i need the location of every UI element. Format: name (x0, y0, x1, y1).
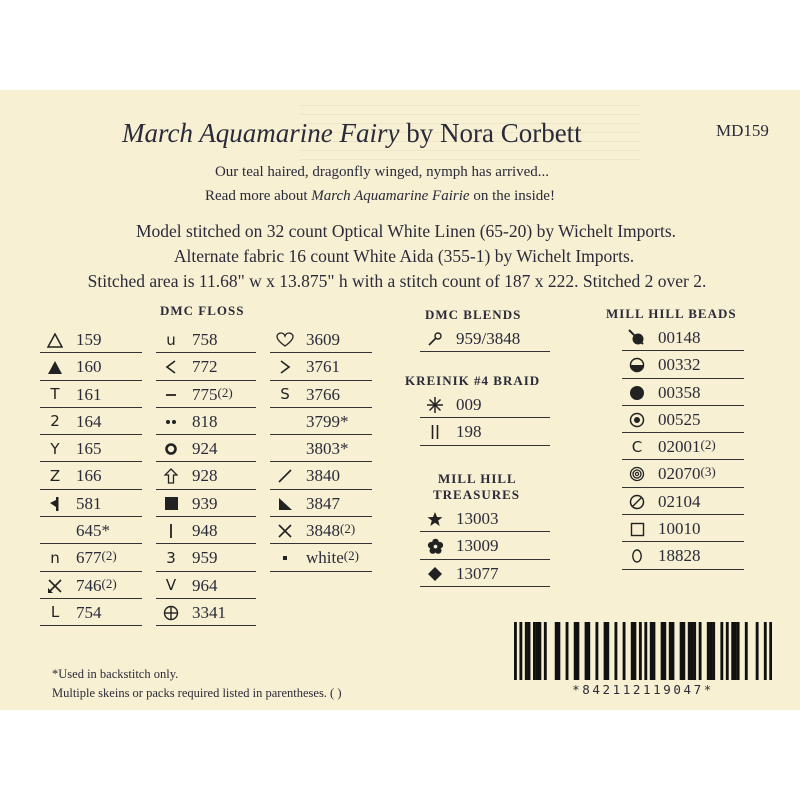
legend-value (192, 548, 218, 568)
diamond-filled-icon (424, 564, 446, 584)
legend-number: 3609 (306, 330, 340, 349)
barcode-bar (536, 622, 539, 680)
legend-row (270, 517, 372, 544)
legend-value (192, 330, 218, 350)
legend-value (306, 439, 349, 459)
legend-number: 746 (76, 575, 102, 595)
legend-row (420, 325, 550, 352)
legend-number: 772 (192, 357, 218, 377)
bullseye-icon (626, 410, 648, 430)
legend-number: 818 (192, 411, 218, 431)
legend-number: 581 (76, 493, 102, 513)
dmc-floss-heading: DMC FLOSS (160, 303, 245, 318)
asterisk-icon (424, 395, 446, 415)
legend-row (40, 544, 142, 571)
barcode-bar (682, 622, 685, 680)
legend-value (658, 492, 701, 512)
legend-value (76, 412, 102, 432)
intro-line-2-pre: Read more about (205, 188, 312, 204)
legend-row (156, 544, 256, 571)
legend-quantity: (3) (700, 464, 716, 480)
spec-line-1: Model stitched on 32 count Optical White Linen (65-20) by Wichelt Imports. (135, 221, 677, 241)
legend-value (306, 385, 340, 405)
legend-value (192, 603, 226, 623)
barcode-bar (528, 622, 531, 680)
barcode-bar (672, 622, 675, 680)
square-outline-icon (626, 519, 648, 539)
legend-value (658, 383, 701, 403)
barcode-bar (639, 622, 642, 680)
legend-number: 3799* (306, 411, 349, 431)
legend-number: 165 (76, 439, 102, 459)
barcode-bar (538, 622, 541, 680)
barcode-bar (707, 622, 710, 680)
legend-number: 3766 (306, 384, 340, 404)
s-glyph-icon: S (280, 385, 290, 404)
legend-value (306, 548, 359, 568)
legend-row (622, 324, 744, 351)
c-glyph-icon: C (631, 437, 643, 456)
bead-slash-icon (626, 328, 648, 348)
legend-value (192, 466, 218, 486)
legend-row (622, 515, 744, 542)
legend-quantity: (2) (343, 548, 359, 564)
barcode-bar (623, 622, 626, 680)
legend-row (270, 435, 372, 462)
treasures-list (420, 505, 550, 587)
footnote-backstitch: *Used in backstitch only. (52, 667, 179, 681)
legend-quantity: (2) (101, 548, 117, 564)
barcode-bar (544, 622, 547, 680)
barcode-bar (595, 622, 598, 680)
legend-value (456, 564, 499, 584)
intro-line-2 (0, 188, 780, 205)
t-glyph-icon: T (50, 385, 60, 404)
legend-number: 009 (456, 395, 482, 414)
legend-number: 3341 (192, 602, 226, 622)
vertical-bar-icon (160, 521, 182, 541)
legend-row (420, 560, 550, 587)
legend-row (622, 406, 744, 433)
legend-number: 198 (456, 422, 482, 442)
ring-icon (160, 439, 182, 459)
n-glyph-icon: n (50, 548, 60, 567)
double-bar-icon (424, 422, 446, 442)
pattern-title (122, 118, 582, 149)
legend-value (456, 329, 520, 349)
legend-row (156, 408, 256, 435)
legend-row (156, 599, 256, 626)
legend-number: 964 (192, 575, 218, 595)
legend-number: 13009 (456, 536, 499, 556)
barcode-digits: *842112119047* (572, 682, 714, 697)
legend-row (40, 435, 142, 462)
legend-row (156, 490, 256, 517)
legend-number: 924 (192, 439, 218, 459)
legend-number: 164 (76, 411, 102, 431)
circle-plus-icon (160, 603, 182, 623)
barcode-bar (587, 622, 590, 680)
legend-number: 00332 (658, 355, 701, 375)
barcode-bar (644, 622, 647, 680)
legend-number: 959/3848 (456, 329, 521, 348)
legend-row (40, 572, 142, 599)
legend-row (156, 572, 256, 599)
legend-row (40, 353, 142, 380)
legend-number: 959 (192, 548, 218, 568)
legend-quantity: (2) (700, 437, 716, 453)
legend-number: 00525 (658, 409, 701, 429)
x-glyph-icon (274, 521, 296, 541)
barcode-bar (688, 622, 691, 680)
barcode-bar (661, 622, 664, 680)
legend-row (420, 418, 550, 445)
barcode (514, 622, 772, 680)
legend-value (306, 412, 349, 432)
legend-number: 775 (192, 384, 218, 404)
2-glyph-icon: 2 (50, 412, 60, 431)
treasures-heading-line-2: TREASURES (433, 487, 521, 502)
legend-row (622, 351, 744, 378)
spec-line-3: Stitched area is 11.68" w x 13.875" h with a stitch count of 187 x 222. Stitched 2 over 2. (87, 271, 707, 291)
legend-value (192, 521, 218, 541)
legend-value (456, 395, 482, 415)
legend-value (76, 521, 110, 541)
legend-value (76, 494, 102, 514)
half-flag-icon (44, 494, 66, 514)
legend-value (76, 548, 117, 568)
footnote-parentheses: Multiple skeins or packs required listed in parentheses. ( ) (52, 686, 342, 700)
legend-number: 00148 (658, 328, 701, 347)
legend-row (622, 460, 744, 487)
barcode-bar (650, 622, 653, 680)
legend-number: 3803* (306, 439, 349, 459)
legend-number: 10010 (658, 519, 701, 539)
legend-row (40, 408, 142, 435)
half-circle-icon (626, 355, 648, 375)
legend-row (40, 517, 142, 544)
3-glyph-icon: 3 (166, 548, 176, 567)
legend-value (456, 509, 499, 529)
angle-left-icon (160, 357, 182, 377)
legend-row (156, 435, 256, 462)
intro-line-2-italic: March Aquamarine Fairie (311, 188, 470, 204)
dmc-floss-column-2 (156, 326, 256, 626)
legend-value (76, 576, 117, 596)
up-arrow-outline-icon (160, 466, 182, 486)
barcode-bar (631, 622, 634, 680)
legend-number: 02070 (658, 464, 701, 484)
y-glyph-icon: Y (50, 439, 60, 458)
legend-value (658, 464, 716, 484)
barcode-bar (734, 622, 737, 680)
legend-value (192, 439, 218, 459)
barcode-bar (663, 622, 666, 680)
legend-value (306, 521, 355, 541)
title-author: by Nora Corbett (399, 118, 582, 148)
o-glyph-icon (626, 546, 648, 566)
legend-number: 13077 (456, 563, 499, 583)
legend-row (270, 408, 372, 435)
barcode-bar (585, 622, 588, 680)
circle-filled-icon (626, 383, 648, 403)
legend-value (658, 546, 701, 566)
legend-row (40, 381, 142, 408)
concentric-circles-icon (626, 464, 648, 484)
legend-row (40, 599, 142, 626)
barcode-bar (680, 622, 683, 680)
legend-quantity: (2) (101, 575, 117, 591)
barcode-bar (745, 622, 748, 680)
barcode-bar (525, 622, 528, 680)
legend-row (156, 353, 256, 380)
legend-row (622, 379, 744, 406)
barcode-bar (557, 622, 560, 680)
barcode-bar (669, 622, 672, 680)
legend-quantity: (2) (340, 521, 356, 537)
v-glyph-icon: V (165, 576, 177, 595)
z-glyph-icon: Z (49, 466, 61, 485)
legend-number: white (306, 548, 344, 568)
legend-value (658, 519, 701, 539)
legend-row (420, 532, 550, 559)
dash-icon (160, 385, 182, 405)
barcode-bar (566, 622, 569, 680)
barcode-bar (514, 622, 517, 680)
legend-value (192, 357, 218, 377)
angle-right-icon (274, 357, 296, 377)
legend-row (420, 391, 550, 418)
legend-value (306, 357, 340, 377)
barcode-bar (653, 622, 656, 680)
kreinik-heading: KREINIK #4 BRAID (405, 373, 541, 388)
legend-value (658, 355, 701, 375)
double-dot-icon (160, 412, 182, 432)
barcode-bar (720, 622, 723, 680)
legend-value (658, 437, 716, 457)
legend-number: 754 (76, 602, 102, 622)
legend-row (40, 326, 142, 353)
flower-icon (424, 536, 446, 556)
legend-value (658, 410, 701, 430)
legend-value (306, 330, 340, 350)
barcode-bar (756, 622, 759, 680)
legend-row (270, 490, 372, 517)
cross-arrow-icon (44, 576, 66, 596)
barcode-bar (555, 622, 558, 680)
legend-row (270, 381, 372, 408)
spec-line-2: Alternate fabric 16 count White Aida (355-1) by Wichelt Imports. (173, 246, 635, 266)
square-filled-icon (160, 494, 182, 514)
barcode-bar (576, 622, 579, 680)
barcode-bar (737, 622, 740, 680)
barcode-bar (710, 622, 713, 680)
legend-row (622, 433, 744, 460)
legend-number: 13003 (456, 509, 499, 528)
barcode-bar (633, 622, 636, 680)
small-dot-icon (274, 548, 296, 568)
legend-number: 948 (192, 521, 218, 541)
legend-row (270, 353, 372, 380)
dmc-floss-column-1 (40, 326, 142, 626)
barcode-bar (574, 622, 577, 680)
legend-number: 161 (76, 384, 102, 404)
legend-value (456, 422, 482, 442)
barcode-bar (731, 622, 734, 680)
legend-value (76, 357, 102, 377)
legend-number: 3848 (306, 521, 340, 541)
legend-number: 18828 (658, 546, 701, 566)
barcode-bar (604, 622, 607, 680)
legend-number: 677 (76, 548, 102, 568)
title-italic: March Aquamarine Fairy (122, 118, 400, 148)
intro-line-1: Our teal haired, dragonfly winged, nymph has arrived... (214, 164, 550, 180)
barcode-bar (533, 622, 536, 680)
legend-value (76, 385, 102, 405)
legend-number: 645* (76, 521, 110, 541)
dmc-blends-list (420, 325, 550, 352)
slash-icon (274, 466, 296, 486)
legend-value (76, 439, 102, 459)
legend-number: 00358 (658, 382, 701, 402)
legend-number: 160 (76, 357, 102, 377)
dmc-blends-heading: DMC BLENDS (425, 307, 522, 322)
legend-row (420, 505, 550, 532)
triangle-filled-icon (44, 357, 66, 377)
barcode-bar (764, 622, 767, 680)
barcode-bar (769, 622, 772, 680)
corner-triangle-icon (274, 494, 296, 514)
beads-list (622, 324, 744, 570)
barcode-bar (614, 622, 617, 680)
legend-value (76, 330, 102, 350)
legend-value (76, 603, 102, 623)
star-filled-icon (424, 509, 446, 529)
legend-number: 928 (192, 466, 218, 486)
legend-value (306, 494, 340, 514)
barcode-bar (606, 622, 609, 680)
treasures-heading-line-1: MILL HILL (438, 471, 517, 486)
barcode-bar (693, 622, 696, 680)
legend-number: 159 (76, 330, 102, 349)
legend-number: 02001 (658, 437, 701, 457)
legend-quantity: (2) (217, 384, 233, 400)
legend-value (456, 536, 499, 556)
legend-number: 939 (192, 493, 218, 513)
intro-line-2-post: on the inside! (469, 188, 555, 204)
dmc-floss-column-3 (270, 326, 372, 572)
legend-row (270, 462, 372, 489)
legend-row (622, 488, 744, 515)
barcode-bar (712, 622, 715, 680)
u-glyph-icon: u (166, 330, 176, 349)
triangle-outline-icon (44, 330, 66, 350)
legend-row (156, 517, 256, 544)
legend-number: 3761 (306, 357, 340, 377)
legend-row (40, 462, 142, 489)
needle-icon (424, 329, 446, 349)
legend-value (192, 494, 218, 514)
legend-row (40, 490, 142, 517)
legend-number: 02104 (658, 491, 701, 511)
barcode-bar (726, 622, 729, 680)
legend-number: 3840 (306, 466, 340, 486)
legend-row (156, 462, 256, 489)
heart-outline-icon (274, 330, 296, 350)
legend-value (192, 576, 218, 596)
legend-value (76, 466, 102, 486)
legend-row (270, 544, 372, 571)
barcode-bar (691, 622, 694, 680)
legend-value (658, 328, 701, 348)
beads-heading: MILL HILL BEADS (606, 306, 737, 321)
circle-slash-icon (626, 492, 648, 512)
legend-number: 3847 (306, 493, 340, 513)
barcode-bar (699, 622, 702, 680)
legend-number: 758 (192, 330, 218, 349)
pattern-code: MD159 (716, 121, 769, 140)
legend-value (192, 385, 233, 405)
barcode-bar (519, 622, 522, 680)
kreinik-list (420, 391, 550, 446)
legend-row (622, 542, 744, 569)
legend-row (156, 381, 256, 408)
legend-row (270, 326, 372, 353)
legend-value (192, 412, 218, 432)
legend-value (306, 466, 340, 486)
legend-row (156, 326, 256, 353)
l-glyph-icon: L (50, 603, 60, 622)
legend-number: 166 (76, 466, 102, 486)
